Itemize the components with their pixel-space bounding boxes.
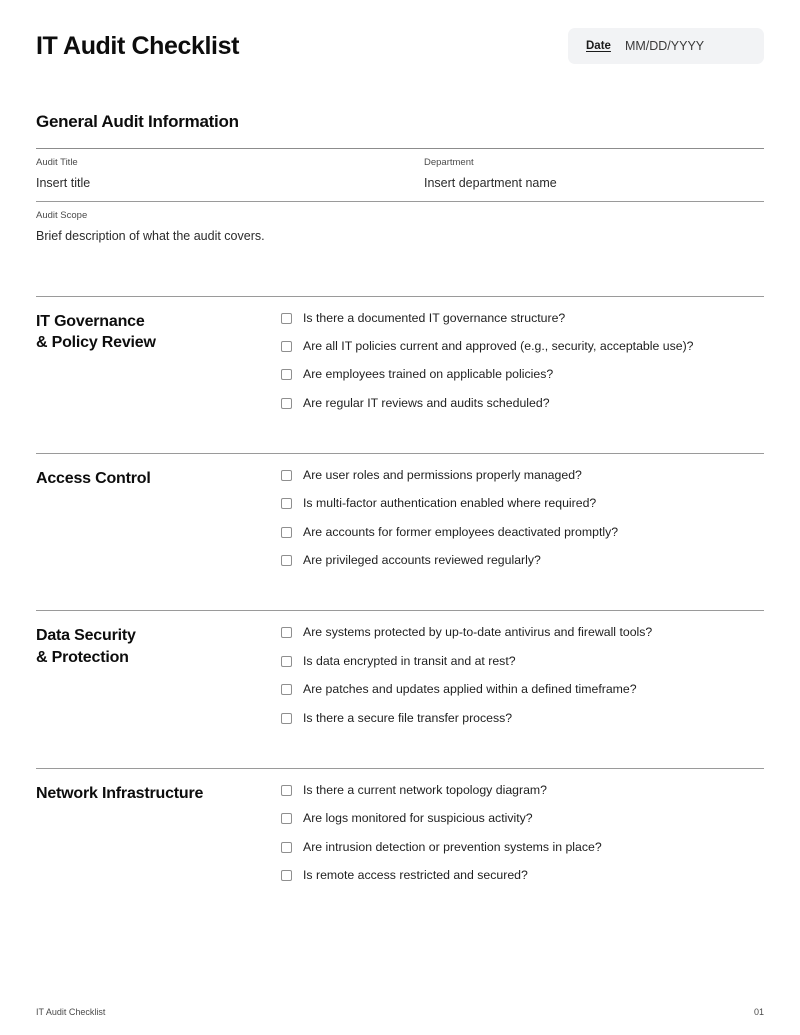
- audit-scope-field[interactable]: [36, 202, 764, 254]
- date-input[interactable]: MM/DD/YYYY: [624, 39, 705, 53]
- checkbox-icon[interactable]: [281, 313, 292, 324]
- checkbox-icon[interactable]: [281, 555, 292, 566]
- checklist-item-label: Are employees trained on applicable policies?: [303, 367, 554, 382]
- document-header: [36, 0, 764, 64]
- checklist-section-heading: [36, 769, 281, 805]
- checklist-section-heading: [36, 297, 281, 354]
- general-info-heading: General Audit Information: [36, 112, 239, 131]
- checklist-item-label: Are logs monitored for suspicious activity?: [303, 811, 533, 826]
- checkbox-icon[interactable]: [281, 498, 292, 509]
- checkbox-icon[interactable]: [281, 813, 292, 824]
- checklist-section: [36, 454, 764, 568]
- checklist-item-label: Is there a secure file transfer process?: [303, 710, 513, 725]
- checklist-section-heading-line1: IT Governance: [36, 312, 145, 330]
- checkbox-icon[interactable]: [281, 684, 292, 695]
- audit-title-department-row: [36, 149, 764, 201]
- page-title: IT Audit Checklist: [36, 32, 240, 60]
- checklist-section-heading: [36, 611, 281, 668]
- spacer: [36, 726, 764, 768]
- checkbox-icon[interactable]: [281, 870, 292, 881]
- checklist-item[interactable]: [281, 339, 764, 367]
- checkbox-icon[interactable]: [281, 369, 292, 380]
- spacer: [36, 883, 764, 925]
- checklist-item[interactable]: [281, 311, 764, 339]
- checklist-item[interactable]: [281, 468, 764, 496]
- checklist-items: [281, 611, 764, 725]
- checklist-item[interactable]: [281, 711, 764, 726]
- checklist-item-label: Are intrusion detection or prevention systems in place?: [303, 839, 602, 854]
- checklist-section: [36, 297, 764, 411]
- checklist-item[interactable]: [281, 811, 764, 839]
- checklist-item[interactable]: [281, 840, 764, 868]
- department-input[interactable]: Insert department name: [424, 176, 557, 191]
- checklist-item[interactable]: [281, 783, 764, 811]
- footer-page-number: 01: [753, 1007, 764, 1017]
- checklist-section-heading-line2: & Protection: [36, 649, 129, 667]
- checklist-item-label: Is there a current network topology diagram?: [303, 782, 548, 797]
- department-field[interactable]: [400, 149, 764, 201]
- checklist-item[interactable]: [281, 868, 764, 883]
- spacer: [36, 568, 764, 610]
- checklist-item[interactable]: [281, 625, 764, 653]
- checklist-items: [281, 454, 764, 568]
- audit-title-input[interactable]: Insert title: [36, 176, 91, 191]
- checklist-item[interactable]: [281, 496, 764, 524]
- checkbox-icon[interactable]: [281, 470, 292, 481]
- checklist-item[interactable]: [281, 654, 764, 682]
- checklist-item-label: Are systems protected by up-to-date antivirus and firewall tools?: [303, 625, 653, 640]
- checklist-item[interactable]: [281, 396, 764, 411]
- checklist-items: [281, 297, 764, 411]
- checkbox-icon[interactable]: [281, 398, 292, 409]
- checklist-item-label: Is there a documented IT governance structure?: [303, 310, 566, 325]
- spacer: [36, 254, 764, 296]
- checklist-item-label: Are accounts for former employees deactivated promptly?: [303, 524, 619, 539]
- audit-scope-input[interactable]: Brief description of what the audit covers.: [36, 229, 265, 244]
- checklist-item-label: Is multi-factor authentication enabled where required?: [303, 496, 597, 511]
- checklist-item-label: Is data encrypted in transit and at rest?: [303, 653, 516, 668]
- checklist-item-label: Are all IT policies current and approved (e.g., security, acceptable use)?: [303, 338, 694, 353]
- checklist-item[interactable]: [281, 525, 764, 553]
- checklist-item-label: Are privileged accounts reviewed regularly?: [303, 553, 541, 568]
- checklist-item-label: Are regular IT reviews and audits scheduled?: [303, 395, 550, 410]
- checklist-section: [36, 611, 764, 725]
- checkbox-icon[interactable]: [281, 627, 292, 638]
- checklist-section-heading: [36, 454, 281, 490]
- department-label: Department: [424, 157, 474, 168]
- checkbox-icon[interactable]: [281, 341, 292, 352]
- checklist-section-heading-line1: Access Control: [36, 470, 151, 488]
- checkbox-icon[interactable]: [281, 656, 292, 667]
- audit-title-field[interactable]: [36, 149, 400, 201]
- checkbox-icon[interactable]: [281, 842, 292, 853]
- checklist-item[interactable]: [281, 367, 764, 395]
- checklist-section-heading-line2: & Policy Review: [36, 334, 156, 352]
- checklist-item-label: Are user roles and permissions properly managed?: [303, 468, 582, 483]
- date-field[interactable]: [568, 28, 764, 64]
- checklist-items: [281, 769, 764, 883]
- checklist-item-label: Are patches and updates applied within a defined timeframe?: [303, 682, 637, 697]
- date-label: Date: [586, 40, 611, 52]
- spacer: [36, 411, 764, 453]
- checklist-item-label: Is remote access restricted and secured?: [303, 867, 528, 882]
- audit-title-label: Audit Title: [36, 157, 78, 168]
- checklist-section-heading-line1: Data Security: [36, 627, 136, 645]
- footer-label: IT Audit Checklist: [36, 1007, 106, 1017]
- checklist-item[interactable]: [281, 553, 764, 568]
- checklist-item[interactable]: [281, 682, 764, 710]
- checkbox-icon[interactable]: [281, 785, 292, 796]
- checkbox-icon[interactable]: [281, 527, 292, 538]
- checklist-sections: [36, 296, 764, 926]
- document-footer: [36, 1007, 764, 1017]
- checkbox-icon[interactable]: [281, 713, 292, 724]
- audit-scope-label: Audit Scope: [36, 209, 88, 221]
- checklist-section-heading-line1: Network Infrastructure: [36, 784, 204, 802]
- checklist-section: [36, 769, 764, 883]
